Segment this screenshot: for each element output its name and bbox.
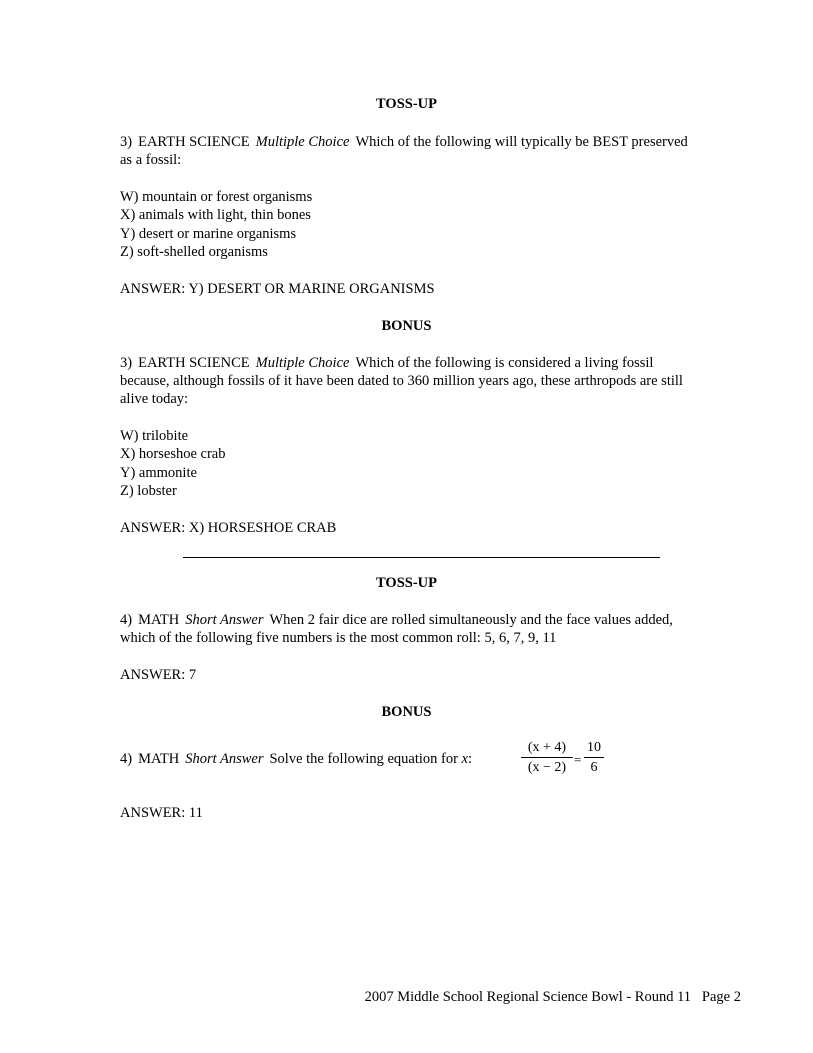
rhs-numerator: 10 xyxy=(587,740,601,755)
q4-bonus-variable: x xyxy=(461,751,469,767)
q3-tossup-question-text: Which of the following will typically be BEST preserved xyxy=(355,134,688,150)
q4-tossup-question-line1 xyxy=(120,612,673,629)
q3-bonus-question-line3: alive today: xyxy=(120,391,189,407)
q3-bonus-choice-y: Y) ammonite xyxy=(120,465,197,481)
q4-bonus-colon: : xyxy=(468,751,473,767)
q3-bonus-choice-z: Z) lobster xyxy=(120,483,177,499)
q3-tossup-choice-x: X) animals with light, thin bones xyxy=(120,207,311,223)
q3-bonus-question-line1 xyxy=(120,355,653,372)
rhs-fraction xyxy=(584,740,604,776)
q3-tossup-answer: ANSWER: Y) DESERT OR MARINE ORGANISMS xyxy=(120,281,435,297)
q3-tossup-choice-z: Z) soft-shelled organisms xyxy=(120,244,268,260)
q3-bonus-number: 3) xyxy=(120,355,133,371)
equals-sign: = xyxy=(574,752,582,767)
q4-tossup-format: Short Answer xyxy=(185,612,264,628)
q4-bonus-question-text: Solve the following equation for xyxy=(269,751,458,767)
q4-bonus-heading: BONUS xyxy=(381,704,432,720)
lhs-fraction xyxy=(521,740,573,776)
q3-tossup-choice-w: W) mountain or forest organisms xyxy=(120,189,313,205)
q4-tossup-question-line2: which of the following five numbers is the most common roll: 5, 6, 7, 9, 11 xyxy=(120,630,557,646)
section-divider xyxy=(183,557,660,558)
q4-tossup-question-text: When 2 fair dice are rolled simultaneously and the face values added, xyxy=(269,612,673,628)
page-footer: 2007 Middle School Regional Science Bowl - Round 11 Page 2 xyxy=(364,989,741,1005)
q3-bonus-heading: BONUS xyxy=(381,318,432,334)
rhs-denominator: 6 xyxy=(590,760,598,775)
q3-bonus-choice-x: X) horseshoe crab xyxy=(120,446,226,462)
q3-tossup-number: 3) xyxy=(120,134,133,150)
q3-tossup-choice-y: Y) desert or marine organisms xyxy=(120,226,297,242)
q3-bonus-format: Multiple Choice xyxy=(255,355,350,371)
q3-tossup-format: Multiple Choice xyxy=(255,134,350,150)
q3-tossup-subject: EARTH SCIENCE xyxy=(138,134,250,150)
q3-bonus-question-line2: because, although fossils of it have been dated to 360 million years ago, these arthropods are still xyxy=(120,373,683,389)
q4-bonus-format: Short Answer xyxy=(185,751,264,767)
lhs-denominator: (x − 2) xyxy=(527,760,567,775)
q3-tossup-question-line1 xyxy=(120,134,688,151)
lhs-numerator: (x + 4) xyxy=(527,740,567,755)
q4-tossup-number: 4) xyxy=(120,612,133,628)
q4-bonus-number: 4) xyxy=(120,751,133,767)
q4-bonus-subject: MATH xyxy=(138,751,180,767)
q3-bonus-subject: EARTH SCIENCE xyxy=(138,355,250,371)
q4-tossup-subject: MATH xyxy=(138,612,180,628)
q4-tossup-answer: ANSWER: 7 xyxy=(120,667,197,683)
q3-tossup-heading: TOSS-UP xyxy=(376,96,437,112)
q4-tossup-heading: TOSS-UP xyxy=(376,575,437,591)
q3-bonus-question-text: Which of the following is considered a living fossil xyxy=(355,355,654,371)
q3-bonus-answer: ANSWER: X) HORSESHOE CRAB xyxy=(120,520,337,536)
q3-tossup-question-line2: as a fossil: xyxy=(120,152,182,168)
q4-bonus-answer: ANSWER: 11 xyxy=(120,805,203,821)
q3-bonus-choice-w: W) trilobite xyxy=(120,428,189,444)
q4-bonus-question-line xyxy=(120,751,472,768)
